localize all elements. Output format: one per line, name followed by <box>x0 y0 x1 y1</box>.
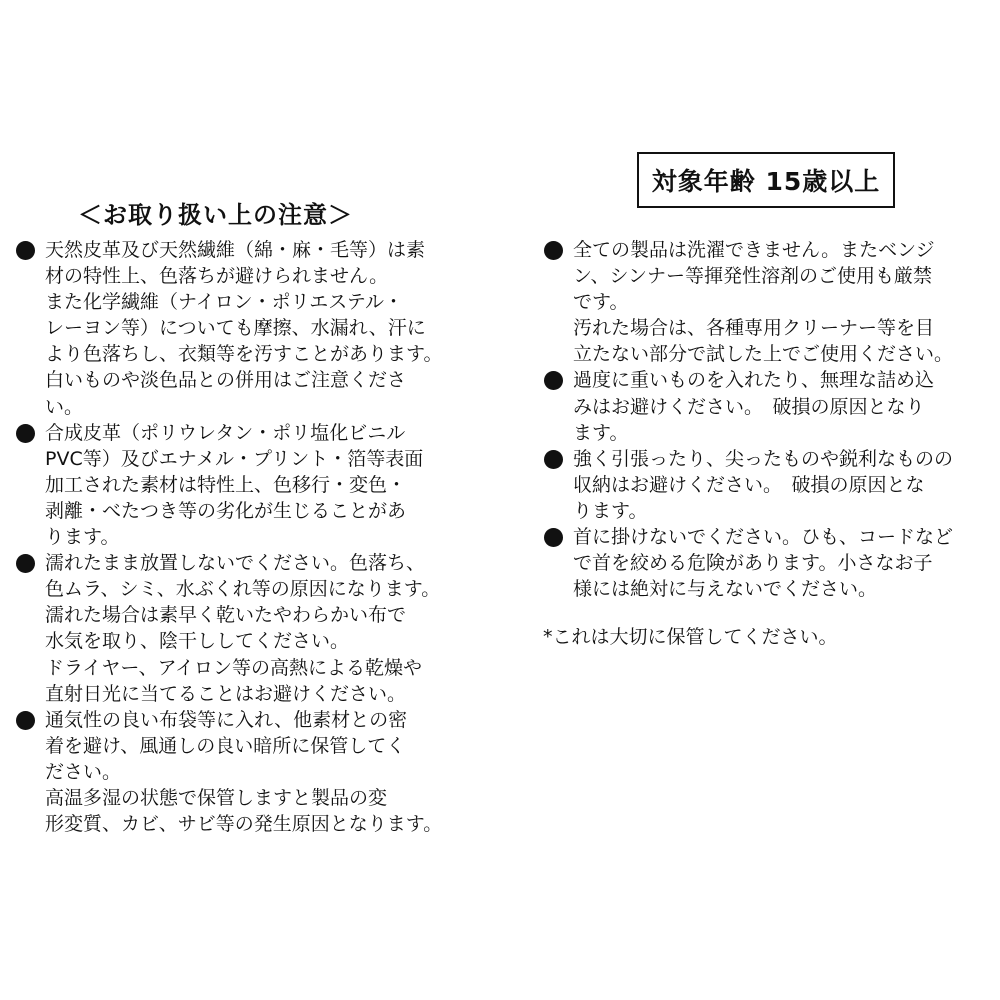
caution-text: 首に掛けないでください。ひも、コードなど <box>573 526 954 549</box>
caution-text-line <box>542 315 987 341</box>
storage-note: *これは大切に保管してください。 <box>543 626 838 648</box>
bullet-icon <box>544 371 563 390</box>
caution-text-line <box>542 550 987 576</box>
caution-item <box>542 446 987 524</box>
bullet-icon <box>16 424 35 443</box>
caution-text: 濡れたまま放置しないでください。色落ち、 <box>45 552 426 575</box>
caution-text-line <box>14 498 459 524</box>
bullet-icon <box>544 450 563 469</box>
caution-text-line <box>14 759 459 785</box>
caution-text-line <box>14 341 459 367</box>
caution-text: 収納はお避けください。 破損の原因とな <box>573 473 925 496</box>
caution-text: い。 <box>45 395 84 418</box>
caution-item <box>542 524 987 602</box>
caution-item <box>14 420 459 550</box>
caution-text-line <box>14 446 459 472</box>
caution-text-line <box>14 524 459 550</box>
caution-text-line <box>542 498 987 524</box>
caution-text-line <box>542 341 987 367</box>
caution-text: 白いものや淡色品との併用はご注意くださ <box>45 369 407 392</box>
caution-text-line <box>542 394 987 420</box>
caution-text: 形変質、カビ、サビ等の発生原因となります。 <box>45 813 443 836</box>
caution-text-line <box>14 237 459 263</box>
caution-text-line <box>14 655 459 681</box>
bullet-icon <box>16 241 35 260</box>
caution-text: 汚れた場合は、各種専用クリーナー等を目 <box>573 317 935 340</box>
caution-text: 通気性の良い布袋等に入れ、他素材との密 <box>45 708 408 731</box>
age-restriction-label: 対象年齢 15歳以上 <box>637 152 895 208</box>
caution-text-line <box>14 628 459 654</box>
caution-text: また化学繊維（ナイロン・ポリエステル・ <box>45 291 403 314</box>
caution-text-line <box>14 367 459 393</box>
caution-text: 天然皮革及び天然繊維（綿・麻・毛等）は素 <box>45 239 426 261</box>
bullet-icon <box>544 241 563 260</box>
caution-text: 加工された素材は特性上、色移行・変色・ <box>45 473 407 496</box>
caution-text: 色ムラ、シミ、水ぶくれ等の原因になります。 <box>45 578 441 601</box>
caution-text-line <box>542 576 987 602</box>
caution-text-line <box>14 315 459 341</box>
caution-text: で首を絞める危険があります。小さなお子 <box>573 552 933 575</box>
caution-text: ります。 <box>573 499 648 522</box>
caution-item <box>14 707 459 837</box>
caution-text-line <box>542 263 987 289</box>
right-column <box>542 237 987 602</box>
caution-text-line <box>14 420 459 446</box>
caution-text-line <box>542 446 987 472</box>
caution-text-line <box>14 681 459 707</box>
caution-text: 着を避け、風通しの良い暗所に保管してく <box>45 734 406 757</box>
caution-text-line <box>542 472 987 498</box>
caution-text-line <box>14 707 459 733</box>
caution-text: ます。 <box>573 421 629 444</box>
caution-text-line <box>14 602 459 628</box>
bullet-icon <box>16 554 35 573</box>
caution-text: 濡れた場合は素早く乾いたやわらかい布で <box>45 604 407 627</box>
bullet-icon <box>544 528 563 547</box>
caution-text-line <box>14 550 459 576</box>
caution-text: 剥離・べたつき等の劣化が生じることがあ <box>45 499 407 522</box>
left-column <box>14 237 459 837</box>
caution-text: 全ての製品は洗濯できません。またベンジ <box>573 239 935 261</box>
caution-text-line <box>542 420 987 446</box>
caution-text: ドライヤー、アイロン等の高熱による乾燥や <box>45 656 422 679</box>
caution-text-line <box>542 367 987 393</box>
caution-item <box>14 237 459 420</box>
caution-item <box>542 237 987 367</box>
caution-text-line <box>14 811 459 837</box>
caution-text-line <box>14 733 459 759</box>
caution-text-line <box>542 237 987 263</box>
caution-text-line <box>14 394 459 420</box>
caution-text: PVC等）及びエナメル・プリント・箔等表面 <box>45 447 424 470</box>
caution-text: 合成皮革（ポリウレタン・ポリ塩化ビニル <box>45 421 406 444</box>
caution-text: ります。 <box>45 526 120 549</box>
caution-text-line <box>14 289 459 315</box>
caution-text: ン、シンナー等揮発性溶剤のご使用も厳禁 <box>573 265 933 288</box>
caution-text-line <box>14 576 459 602</box>
caution-text: より色落ちし、衣類等を汚すことがあります。 <box>45 343 443 366</box>
caution-text: 高温多湿の状態で保管しますと製品の変 <box>45 786 388 809</box>
caution-item <box>542 367 987 445</box>
caution-text: 直射日光に当てることはお避けください。 <box>45 682 407 705</box>
caution-text-line <box>14 263 459 289</box>
caution-text-line <box>542 289 987 315</box>
caution-text-line <box>14 785 459 811</box>
caution-text: 材の特性上、色落ちが避けられません。 <box>45 265 389 288</box>
caution-text-line <box>14 472 459 498</box>
caution-text: ださい。 <box>45 760 122 783</box>
caution-text: 立たない部分で試した上でご使用ください。 <box>573 343 954 366</box>
caution-text: レーヨン等）についても摩擦、水漏れ、汗に <box>45 317 426 340</box>
page-title: ＜お取り扱い上の注意＞ <box>78 201 353 229</box>
caution-text: 過度に重いものを入れたり、無理な詰め込 <box>573 369 935 392</box>
caution-text: 強く引張ったり、尖ったものや鋭利なものの <box>573 447 954 470</box>
caution-text: みはお避けください。 破損の原因となり <box>573 395 925 418</box>
caution-text: です。 <box>573 291 629 314</box>
bullet-icon <box>16 711 35 730</box>
caution-text-line <box>542 524 987 550</box>
caution-text: 水気を取り、陰干ししてください。 <box>45 630 350 653</box>
caution-item <box>14 550 459 707</box>
caution-text: 様には絶対に与えないでください。 <box>573 578 878 601</box>
